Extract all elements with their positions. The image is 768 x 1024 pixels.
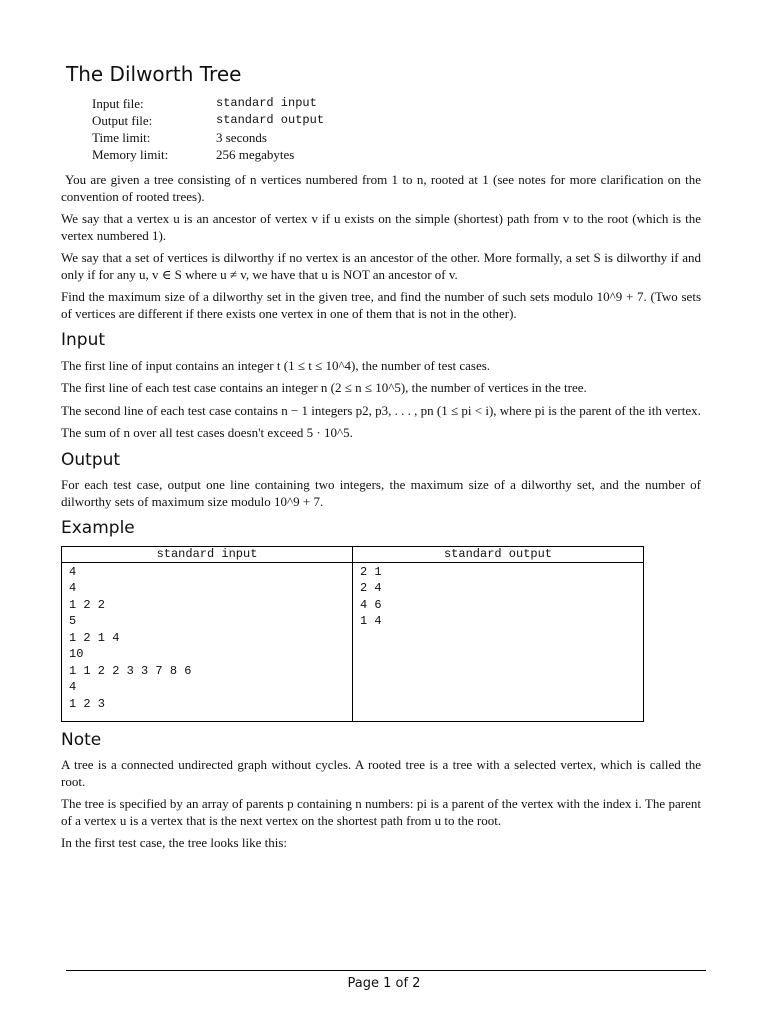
example-output-line: 1 4 — [360, 614, 382, 628]
input-heading: Input — [61, 330, 106, 350]
meta-key: Memory limit: — [92, 147, 169, 162]
example-input-line: 5 — [69, 614, 77, 628]
statement-paragraph: You are given a tree consisting of n vertices numbered from 1 to n, rooted at 1 (see notes for more clarification on the convention of rooted trees). — [61, 172, 701, 204]
problem-meta — [92, 95, 324, 163]
problem-content — [61, 172, 701, 858]
note-heading: Note — [61, 729, 102, 750]
meta-row — [92, 95, 324, 112]
note-paragraph: A tree is a connected undirected graph without cycles. A rooted tree is a tree with a selected vertex, which is called the root. — [61, 757, 701, 789]
meta-value: 3 seconds — [216, 130, 267, 145]
page-number: Page 1 of 2 — [347, 976, 421, 991]
example-output-line: 4 6 — [360, 597, 382, 612]
meta-row — [92, 112, 324, 129]
statement-paragraph: Find the maximum size of a dilworthy set in the given tree, and find the number of such sets modulo 10^9 + 7. (Two sets of vertices are different if there exists one vertex in one of them that is not in the other). — [61, 289, 701, 321]
note-paragraph: In the first test case, the tree looks like this: — [61, 835, 287, 850]
example-input-line: 1 2 2 — [69, 597, 106, 612]
input-paragraph: The sum of n over all test cases doesn't exceed 5 · 10^5. — [61, 425, 353, 440]
example-input-line: 4 — [69, 680, 77, 694]
example-input-cell — [62, 562, 353, 721]
example-output-header: standard output — [353, 546, 644, 562]
meta-key: Output file: — [92, 113, 153, 128]
example-input-header: standard input — [62, 546, 353, 562]
meta-key: Time limit: — [92, 130, 151, 145]
page-title: The Dilworth Tree — [66, 62, 242, 86]
input-paragraph: The first line of each test case contains an integer n (2 ≤ n ≤ 10^5), the number of vertices in the tree. — [61, 380, 587, 395]
example-heading: Example — [61, 518, 135, 538]
input-paragraph: The second line of each test case contains n − 1 integers p2, p3, . . . , pn (1 ≤ pi < i), where pi is the parent of the ith vertex. — [61, 402, 701, 418]
example-input-line: 1 2 1 4 — [69, 630, 120, 645]
example-table — [61, 546, 644, 722]
example-output-line: 2 4 — [360, 581, 382, 595]
meta-row — [92, 146, 324, 163]
meta-row — [92, 129, 324, 146]
example-input-line: 1 2 3 — [69, 696, 106, 711]
input-paragraph: The first line of input contains an integer t (1 ≤ t ≤ 10^4), the number of test cases. — [61, 357, 491, 373]
example-output-line: 2 1 — [360, 564, 382, 579]
example-input-line: 4 — [69, 581, 77, 595]
example-input-line: 1 1 2 2 3 3 7 8 6 — [69, 663, 192, 678]
note-paragraph: The tree is specified by an array of parents p containing n numbers: pi is a parent of the vertex with the index i. The parent of a vertex u is a vertex that is the next vertex on the shortest path from u to the root. — [61, 796, 701, 828]
example-output-cell — [353, 562, 644, 721]
footer-rule — [66, 970, 706, 971]
statement-paragraph: We say that a set of vertices is dilworthy if no vertex is an ancestor of the other. More formally, a set S is dilworthy if and only if for any u, v ∈ S where u ≠ v, we have that u is NOT an ancestor of v. — [61, 250, 701, 282]
example-input-line: 4 — [69, 564, 77, 579]
statement-paragraph: We say that a vertex u is an ancestor of vertex v if u exists on the simple (shortest) path from v to the root (which is the vertex numbered 1). — [61, 211, 701, 243]
meta-key: Input file: — [92, 96, 144, 111]
example-input-line: 10 — [69, 647, 84, 661]
meta-value: 256 megabytes — [216, 147, 295, 162]
output-heading: Output — [61, 449, 121, 470]
output-paragraph: For each test case, output one line containing two integers, the maximum size of a dilworthy set, and the number of dilworthy sets of maximum size modulo 10^9 + 7. — [61, 477, 701, 509]
meta-value: standard output — [216, 113, 325, 127]
meta-value: standard input — [216, 96, 317, 110]
